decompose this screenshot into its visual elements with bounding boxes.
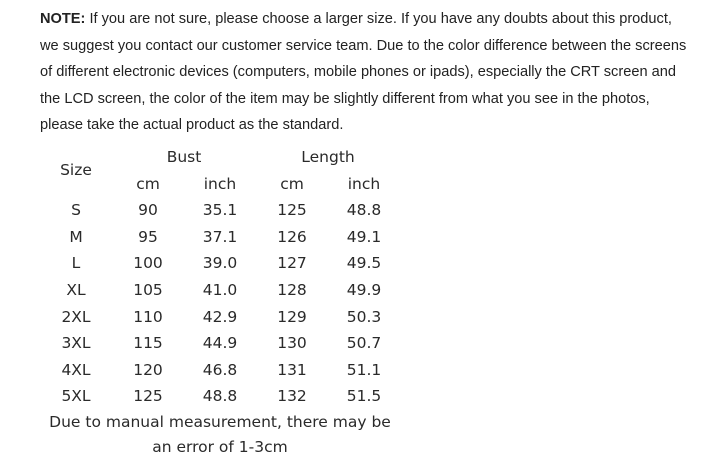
length-cm-cell: 126: [277, 227, 307, 246]
notice-text: If you are not sure, please choose a larger size. If you have any doubts about this product, we suggest you contact our customer service team. Due to the color difference between the screens of different electronic devices (computers, mobile phones or ipads), especially the CRT screen and the LCD screen, the color of the item may be slightly different from what you see in the photos, please take the actual product as the standard.: [40, 11, 687, 134]
length-inch-cell: 51.1: [346, 360, 382, 379]
measurement-footnote: Due to manual measurement, there may be an error of 1-3cm: [49, 413, 391, 456]
size-cell: XL: [66, 280, 86, 299]
bust-cm-cell: 115: [133, 334, 163, 353]
size-cell: 3XL: [61, 334, 91, 353]
bust-inch-cell: 41.0: [202, 280, 238, 299]
length-inch-cell: 51.5: [346, 387, 382, 406]
table-row: [40, 330, 400, 357]
size-chart-table: [40, 144, 400, 410]
size-cell: 2XL: [61, 307, 91, 326]
bust-inch-cell: 39.0: [202, 254, 238, 273]
size-cell: 4XL: [61, 360, 91, 379]
length-cm-cell: 129: [277, 307, 307, 326]
bust-cm-cell: 105: [133, 280, 163, 299]
bust-cm-cell: 90: [138, 201, 158, 220]
bust-inch-cell: 46.8: [202, 360, 238, 379]
notice-paragraph: [40, 6, 690, 139]
table-row: [40, 224, 400, 251]
length-cm-cell: 125: [277, 201, 307, 220]
length-group-header: Length: [301, 148, 355, 166]
length-cm-cell: 132: [277, 387, 307, 406]
size-column-header: Size: [60, 161, 92, 180]
length-inch-header: inch: [347, 174, 381, 193]
length-cm-cell: 127: [277, 254, 307, 273]
table-row: [40, 304, 400, 331]
table-row: [40, 277, 400, 304]
bust-cm-cell: 110: [133, 307, 163, 326]
table-row: [40, 357, 400, 384]
size-cell: 5XL: [61, 387, 91, 406]
length-inch-cell: 48.8: [346, 201, 382, 220]
bust-inch-cell: 42.9: [202, 307, 238, 326]
bust-cm-cell: 95: [138, 227, 158, 246]
table-row: [40, 383, 400, 410]
table-group-header-row: [40, 144, 400, 171]
length-cm-header: cm: [280, 174, 304, 193]
notice-label: NOTE:: [40, 11, 86, 27]
size-cell: M: [69, 227, 83, 246]
table-row: [40, 250, 400, 277]
length-cm-cell: 130: [277, 334, 307, 353]
bust-inch-cell: 35.1: [202, 201, 238, 220]
length-cm-cell: 131: [277, 360, 307, 379]
bust-cm-cell: 100: [133, 254, 163, 273]
bust-inch-header: inch: [203, 174, 237, 193]
length-inch-cell: 49.5: [346, 254, 382, 273]
length-inch-cell: 49.1: [346, 227, 382, 246]
bust-inch-cell: 37.1: [202, 227, 238, 246]
length-inch-cell: 50.7: [346, 334, 382, 353]
size-cell: S: [71, 201, 81, 220]
bust-group-header: Bust: [166, 148, 202, 166]
table-row: [40, 197, 400, 224]
bust-inch-cell: 44.9: [202, 334, 238, 353]
bust-inch-cell: 48.8: [202, 387, 238, 406]
bust-cm-cell: 120: [133, 360, 163, 379]
bust-cm-header: cm: [136, 174, 160, 193]
length-cm-cell: 128: [277, 280, 307, 299]
size-cell: L: [71, 254, 81, 273]
length-inch-cell: 50.3: [346, 307, 382, 326]
bust-cm-cell: 125: [133, 387, 163, 406]
length-inch-cell: 49.9: [346, 280, 382, 299]
